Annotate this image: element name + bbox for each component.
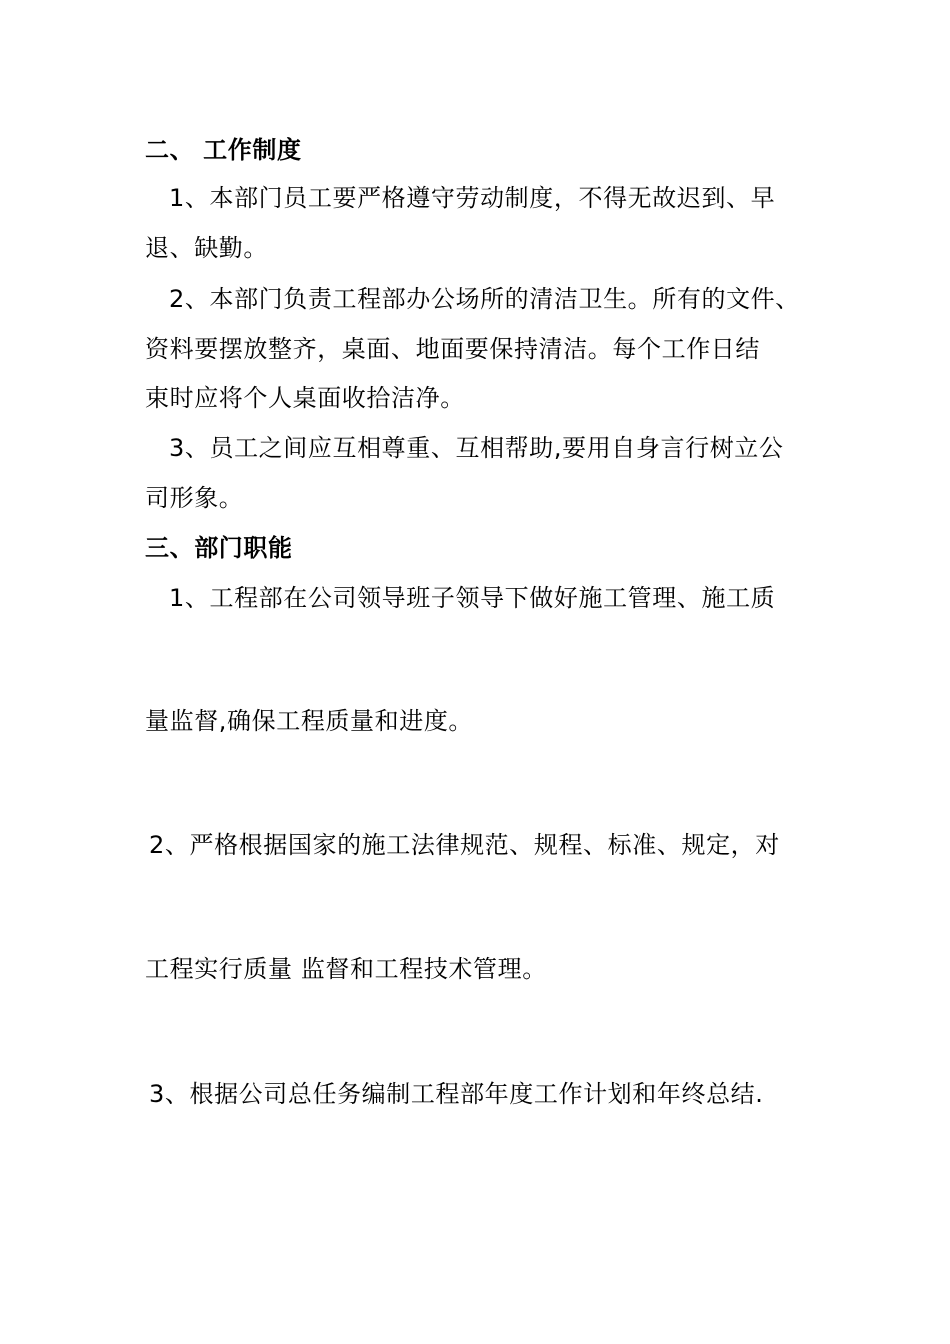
rule-item-1-line-2: 退、缺勤。 <box>145 234 268 262</box>
rule-item-2-line-2: 资料要摆放整齐，桌面、地面要保持清洁。每个工作日结 <box>145 335 760 363</box>
function-item-2-line-2: 工程实行质量 监督和工程技术管理。 <box>145 955 547 983</box>
section-heading-work-rules: 二、 工作制度 <box>145 136 302 164</box>
function-item-1-line-1: 1、工程部在公司领导班子领导下做好施工管理、施工质 <box>169 584 776 612</box>
function-item-3-line-1: 3、根据公司总任务编制工程部年度工作计划和年终总结. <box>149 1080 764 1108</box>
rule-item-2-line-1: 2、本部门负责工程部办公场所的清洁卫生。所有的文件、 <box>169 285 800 313</box>
function-item-2-line-1: 2、严格根据国家的施工法律规范、规程、标准、规定，对 <box>149 831 780 859</box>
rule-item-2-line-3: 束时应将个人桌面收拾洁净。 <box>145 384 465 412</box>
function-item-1-line-2: 量监督,确保工程质量和进度。 <box>145 707 474 735</box>
rule-item-1-line-1: 1、本部门员工要严格遵守劳动制度，不得无故迟到、早 <box>169 184 776 212</box>
rule-item-3-line-2: 司形象。 <box>145 484 244 512</box>
rule-item-3-line-1: 3、员工之间应互相尊重、互相帮助,要用自身言行树立公 <box>169 434 784 462</box>
section-heading-department-functions: 三、部门职能 <box>145 534 293 562</box>
